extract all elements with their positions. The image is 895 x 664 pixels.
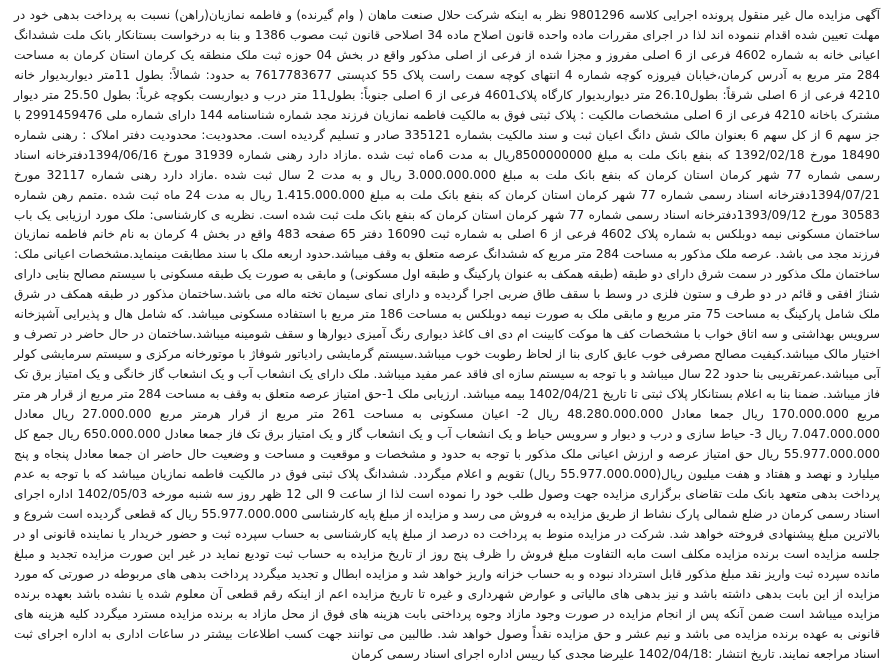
auction-notice [14,6,881,661]
notice-body-text: آگهی مزایده مال غیر منقول پرونده اجرایی کلاسه 9801296 نظر به اینکه شرکت حلال صنعت ماهان ( وام گیرنده) و فاطمه نمازیان(راهن) نسبت به پرداخت بدهی خود در مهلت تعیین شده اقدام ننموده اند لذا در اجرای مقررات ماده واحده قانون اصلاح ماده 34 اصلاحی قانون ثبت مصوب 1386 و بنا به درخواست بستانکار بانک ملت ششدانگ اعیانی خانه به شماره 4602 فرعی از 6 اصلی مفروز و مجزا شده از فرعی از اصلی مذکور واقع در بخش 04 حوزه ثبت ملک منطقه یک کرمان استان کرمان به مساحت 284 متر مربع به آدرس کرمان،خیابان فیروزه کوچه شماره 4 انتهای کوچه سمت راست پلاک 55 کدپستی 7617783677 به حدود: شمالاً: بطول 11متر دیواربدیوار خانه 4210 فرعی از 6 اصلی شرقاً: بطول26.10 متر دیواربدیوار کارگاه پلاک4601 فرعی از 6 اصلی جنوباً: بطول11 متر درب و دیواربست بکوچه غرباً: بطول 25.50 متر دیوار مشترک باخانه 4210 فرعی از 6 اصلی مشخصات مالکیت : پلاک ثبتی فوق به مالکیت فاطمه نمازیان فرزند مجد شماره شناسنامه 144 دارای شماره ملی 2991459476 با جز سهم 6 از کل سهم 6 بعنوان مالک شش دانگ اعیان ثبت و سند مالکیت بشماره 335121 صادر و تسلیم گردیده است. محدودیت: محدودیت دفتر املاک : رهنی شماره 18490 مورخ 1392/02/18 که بنفع بانک ملت به مبلغ 8500000000ریال به مدت 6ماه ثبت شده .مازاد دارد رهنی شماره 31939 مورخ 1394/06/16دفترخانه اسناد رسمی شماره 77 شهر کرمان استان کرمان که بنفع بانک ملت به مبلغ 3.000.000.000 ریال و به مدت 2 سال ثبت شده .مازاد دارد رهنی شماره 32117 مورخ 1394/07/21دفترخانه اسناد رسمی شماره 77 شهر کرمان استان کرمان که بنفع بانک ملت به مبلغ 1.415.000.000 ریال به مدت 24 ماه ثبت شده .متمم رهن شماره 30583 مورخ 1393/09/12دفترخانه اسناد رسمی شماره 77 شهر کرمان استان کرمان که بنفع بانک ملت ثبت شده است. نظریه ی کارشناسی: ملک مورد ارزیابی یک باب ساختمان مسکونی نیمه دوبلکس به شماره پلاک 4602 فرعی از 6 اصلی به شماره ثبت 16090 دفتر 65 صفحه 483 واقع در بخش 4 کرمان به نام خانم فاطمه نمازیان فرزند مجد می باشد. عرصه ملک مذکور به مساحت 284 متر مربع که ششدانگ عرصه متعلق به وقف میباشد.حدود اربعه ملک با سند مطابقت مینماید.مشخصات اعیانی ملک: ساختمان ملک مذکور در سمت شرق دارای دو طبقه (طبقه همکف به عنوان پارکینگ و طبقه اول مسکونی) و مابقی به صورت یک طبقه مسکونی با سیستم مصالح بنایی دارای شناژ افقی و قائم در دو طرف و ستون فلزی در وسط با سقف طاق ضربی اجرا گردیده و دارای نمای سیمان تخته ماله می باشد.ساختمان مذکور در طبقه همکف در شرق ملک شامل پارکینگ به مساحت 75 متر مربع و مابقی ملک به صورت نیمه دوبلکس به مساحت 186 متر مربع با استفاده مسکونی میباشد. که شامل هال و پذیرایی آشپزخانه سرویس بهداشتی و سه اتاق خواب با مشخصات کف ها موکت کابینت ام دی اف کاغذ دیواری رنگ آمیزی دیوارها و سقف شومینه میباشد.ساختمان در حال حاضر در تصرف و اختیار مالک میباشد.کیفیت مصالح مصرفی خوب عایق کاری بنا از لحاظ رطوبت خوب میباشد.سیستم گرمایشی رادیاتور شوفاژ با موتورخانه مرکزی و سیستم سرمایشی کولر آبی میباشد.عمرتقریبی بنا حدود 22 سال میباشد و با توجه به سیستم سازه ای فاقد عمر مفید میباشد. ملک دارای یک انشعاب آب و یک انشعاب گاز خانگی و یک امتیاز برق تک فاز میباشد. ضمنا بنا به اعلام بستانکار پلاک ثبتی تا تاریخ 1402/04/21 بیمه میباشد. ارزیابی ملک 1-حق امتیاز عرصه متعلق به وقف به مساحت 284 متر مربع از قرار هر متر مربع 170.000.000 ریال جمعا معادل 48.280.000.000 ریال 2- اعیان مسکونی به مساحت 261 متر مربع از قرار هرمتر مربع 27.000.000 ریال معادل 7.047.000.000 ریال 3- حیاط سازی و درب و دیوار و سرویس حیاط و یک انشعاب آب و یک انشعاب گاز و یک امتیاز برق تک فاز جمعا معادل 650.000.000 ریال جمع کل 55.977.000.000 ریال حق امتیاز عرصه و ارزش اعیانی ملک مذکور با توجه به حدود و مشخصات و موقعیت و مساحت و وضعیت حال حاضر ان جمعا معادل پنجاه و پنج میلیارد و نهصد و هفتاد و هفت میلیون ریال(55.977.000.000 ریال) تقویم و اعلام میگردد. ششدانگ پلاک ثبتی فوق در مالکیت فاطمه نمازیان میباشد که با توجه به عدم پرداخت بدهی متعهد بانک ملت تقاضای برگزاری مزایده جهت وصول طلب خود را نموده است لذا از ساعت 9 الی 12 ظهر روز سه شنبه مورخه 1402/05/03 اداره اجرای اسناد رسمی کرمان در ضلع شمالی پارک نشاط از طریق مزایده به فروش می رسد و مزایده از مبلغ پایه کارشناسی 55.977.000.000 ریال که قطعی گردیده است شروع و بالاترین مبلغ پیشنهادی فروخته خواهد شد. شرکت در مزایده منوط به پرداخت ده درصد از مبلغ پایه کارشناسی به حساب سپرده ثبت و حضور خریدار یا نماینده قانونی او در جلسه مزایده است برنده مزایده مکلف است مابه التفاوت مبلغ فروش را ظرف پنج روز از تاریخ مزایده به حساب ثبت تودیع نماید در غیر این صورت مزایده تجدید و مبلغ مانده سپرده ثبت واریز نقد مبلغ مذکور قابل استرداد نبوده و به حساب خزانه واریز خواهد شد و مزایده ابطال و تجدید میگردد پرداخت بدهی های مربوطه در صورتی که مورد مزایده از این بابت بدهی داشته باشد و نیز بدهی های مالیاتی و عوارض شهرداری و غیره تا تاریخ مزایده اعم از اینکه رقم قطعی آن معلوم شده یا نشده باشد بعهده برنده مزایده میباشد است ضمن آنکه پس از انجام مزایده در صورت وجود مازاد وجوه پرداختی بابت هزینه های فوق از محل مازاد به برنده مزایده مسترد میگردد کلیه هزینه های قانونی به عهده برنده مزایده می باشد و نیم عشر و حق مزایده نقداً وصول خواهد شد. طالبین می توانند جهت کسب اطلاعات بیشتر در ساعات اداری به اداره اجرای ثبت اسناد مراجعه نمایند. تاریخ انتشار :1402/04/18 علیرضا مجدی کیا رییس اداره اجرای اسناد رسمی کرمان [14,8,881,661]
